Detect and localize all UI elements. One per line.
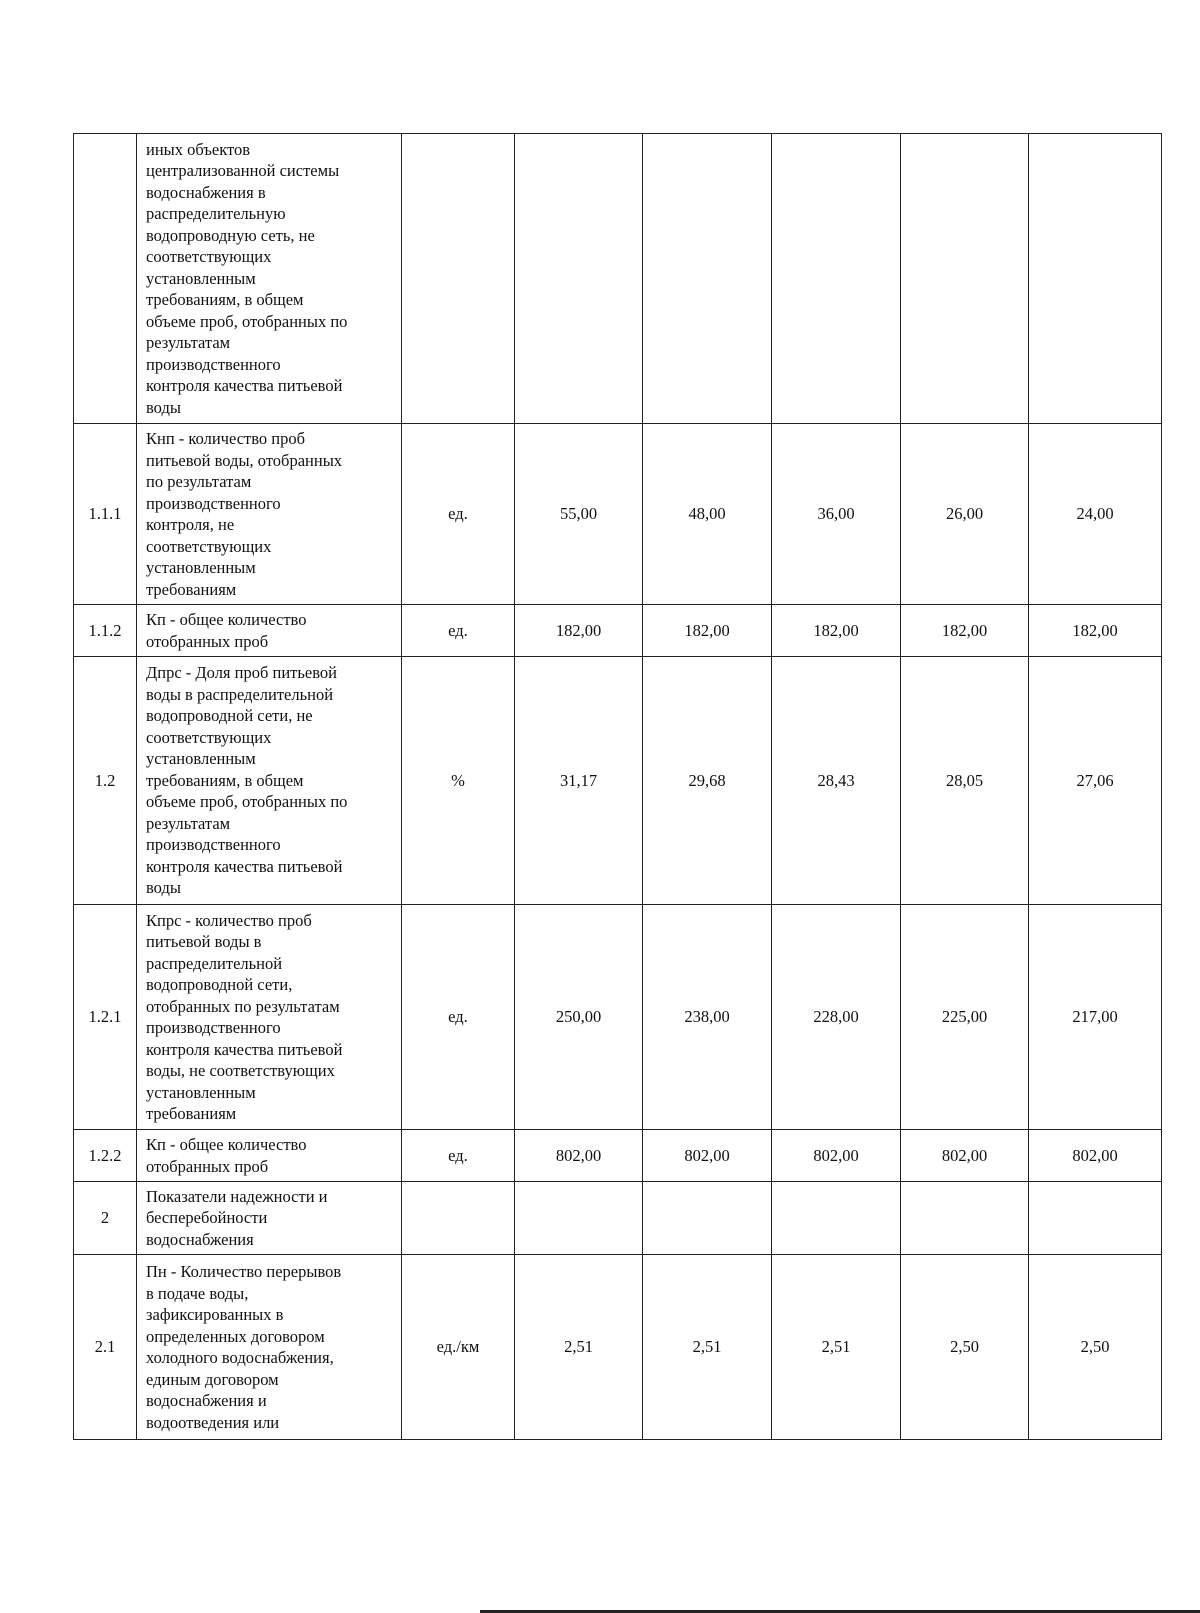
value-cell: 28,43 — [772, 657, 901, 905]
row-unit — [402, 134, 515, 424]
table-row — [74, 134, 1162, 424]
description-text: Показатели надежности и бесперебойности водоснабжения — [146, 1186, 328, 1249]
value-cell: 182,00 — [643, 605, 772, 657]
value-cell: 238,00 — [643, 905, 772, 1130]
value-cell: 29,68 — [643, 657, 772, 905]
row-number: 1.1.2 — [74, 605, 137, 657]
row-number: 1.2 — [74, 657, 137, 905]
row-unit: ед. — [402, 605, 515, 657]
row-description — [137, 905, 402, 1130]
table-row — [74, 905, 1162, 1130]
table-row — [74, 1130, 1162, 1182]
value-cell: 802,00 — [515, 1130, 643, 1182]
value-cell: 802,00 — [643, 1130, 772, 1182]
value-cell — [901, 134, 1029, 424]
value-cell: 250,00 — [515, 905, 643, 1130]
table-row — [74, 1255, 1162, 1440]
indicators-table — [73, 133, 1162, 1440]
value-cell: 36,00 — [772, 424, 901, 605]
row-number: 1.1.1 — [74, 424, 137, 605]
row-description — [137, 424, 402, 605]
value-cell: 802,00 — [1029, 1130, 1162, 1182]
value-cell: 2,50 — [1029, 1255, 1162, 1440]
value-cell — [1029, 134, 1162, 424]
value-cell — [515, 134, 643, 424]
row-description — [137, 657, 402, 905]
value-cell — [515, 1182, 643, 1255]
row-unit: % — [402, 657, 515, 905]
row-number: 1.2.2 — [74, 1130, 137, 1182]
table-row — [74, 605, 1162, 657]
row-number: 1.2.1 — [74, 905, 137, 1130]
description-text: Кп - общее количество отобранных проб — [146, 610, 307, 651]
value-cell: 26,00 — [901, 424, 1029, 605]
table-row — [74, 657, 1162, 905]
value-cell: 48,00 — [643, 424, 772, 605]
row-unit: ед. — [402, 905, 515, 1130]
description-text: Кп - общее количество отобранных проб — [146, 1135, 307, 1176]
row-unit — [402, 1182, 515, 1255]
value-cell: 802,00 — [901, 1130, 1029, 1182]
value-cell: 55,00 — [515, 424, 643, 605]
row-number — [74, 134, 137, 424]
value-cell: 182,00 — [1029, 605, 1162, 657]
value-cell: 31,17 — [515, 657, 643, 905]
row-unit: ед./км — [402, 1255, 515, 1440]
row-description — [137, 134, 402, 424]
description-text: Пн - Количество перерывов в подаче воды, зафиксированных в определенных договором холодного водоснабжения, единым договором водоснабжения и водоотведения или — [146, 1262, 342, 1432]
value-cell: 2,50 — [901, 1255, 1029, 1440]
value-cell: 24,00 — [1029, 424, 1162, 605]
row-unit: ед. — [402, 1130, 515, 1182]
value-cell — [772, 1182, 901, 1255]
value-cell: 225,00 — [901, 905, 1029, 1130]
value-cell — [901, 1182, 1029, 1255]
value-cell — [1029, 1182, 1162, 1255]
table-row — [74, 1182, 1162, 1255]
description-text: Кнп - количество проб питьевой воды, отобранных по результатам производственного контроля, не соответствующих установленным требованиям — [146, 429, 343, 599]
row-number: 2 — [74, 1182, 137, 1255]
row-description — [137, 1182, 402, 1255]
table-body — [74, 134, 1162, 1440]
value-cell: 2,51 — [772, 1255, 901, 1440]
row-number: 2.1 — [74, 1255, 137, 1440]
value-cell: 2,51 — [515, 1255, 643, 1440]
value-cell: 228,00 — [772, 905, 901, 1130]
value-cell — [643, 134, 772, 424]
value-cell: 28,05 — [901, 657, 1029, 905]
table-row — [74, 424, 1162, 605]
value-cell: 182,00 — [515, 605, 643, 657]
value-cell: 27,06 — [1029, 657, 1162, 905]
row-description — [137, 1130, 402, 1182]
description-text: Кпрс - количество проб питьевой воды в распределительной водопроводной сети, отобранных по результатам производственного контроля качества питьевой воды, не соответствующих установленным требованиям — [146, 910, 343, 1123]
value-cell: 2,51 — [643, 1255, 772, 1440]
value-cell: 217,00 — [1029, 905, 1162, 1130]
value-cell: 182,00 — [901, 605, 1029, 657]
value-cell — [643, 1182, 772, 1255]
value-cell — [772, 134, 901, 424]
row-description — [137, 1255, 402, 1440]
value-cell: 802,00 — [772, 1130, 901, 1182]
row-unit: ед. — [402, 424, 515, 605]
description-text: иных объектов централизованной системы водоснабжения в распределительную водопроводную сеть, не соответствующих установленным требованиям, в общем объеме проб, отобранных по результатам производственного контроля качества питьевой воды — [146, 139, 348, 417]
value-cell: 182,00 — [772, 605, 901, 657]
description-text: Дпрс - Доля проб питьевой воды в распределительной водопроводной сети, не соответствующих установленным требованиям, в общем объеме проб, отобранных по результатам производственного контроля качества питьевой воды — [146, 663, 348, 898]
row-description — [137, 605, 402, 657]
